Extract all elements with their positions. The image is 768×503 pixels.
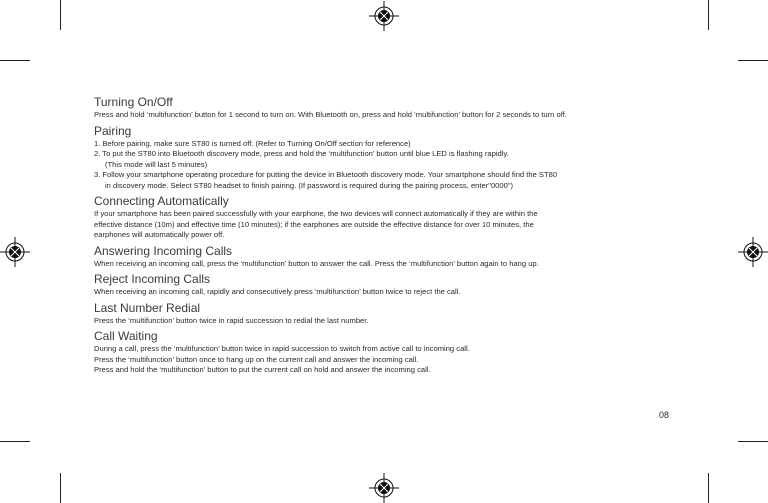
- body-text: Press the ‘multifunction’ button once to hang up on the current call and answer the incoming call.: [94, 354, 419, 364]
- crop-mark: [60, 0, 61, 30]
- body-text: 2. To put the ST80 into Bluetooth discovery mode, press and hold the ‘multifunction’ button until blue LED is flashing rapidly.: [94, 149, 509, 158]
- body-text: When receiving an incoming call, press the ‘multifunction’ button to answer the call. Press the ‘multifunction’ button again to hang up.: [94, 258, 539, 268]
- body-text: During a call, press the ‘multifunction’ button twice in rapid succession to switch from active call to incoming call.: [94, 344, 470, 353]
- instructions-content: [94, 95, 694, 376]
- registration-mark-icon: [0, 237, 30, 267]
- section-answering-calls: [94, 244, 694, 270]
- body-text: (This mode will last 5 minutes): [105, 159, 208, 169]
- section-heading: Last Number Redial: [94, 300, 201, 315]
- section-heading: Call Waiting: [94, 329, 158, 343]
- body-text: When receiving an incoming call, rapidly and consecutively press ‘multifunction’ button twice to reject the call.: [94, 287, 461, 296]
- registration-mark-icon: [369, 1, 399, 31]
- section-connecting-automatically: [94, 194, 694, 241]
- body-text: If your smartphone has been paired successfully with your earphone, the two devices will connect automatically if they are within the: [94, 209, 538, 218]
- crop-mark: [738, 441, 768, 442]
- crop-mark: [0, 60, 30, 61]
- body-text: Press the ‘multifunction’ button twice in rapid succession to redial the last number.: [94, 315, 369, 325]
- crop-mark: [708, 473, 709, 503]
- page-number: 08: [659, 410, 670, 420]
- body-text: 3. Follow your smartphone operating procedure for putting the device in Bluetooth discovery mode. Your smartphone should find the ST80: [94, 170, 558, 179]
- body-text: in discovery mode. Select ST80 headset to finish pairing. (If password is required during the pairing process, enter"0000"): [105, 180, 514, 190]
- crop-mark: [708, 0, 709, 30]
- section-last-number-redial: [94, 301, 694, 327]
- section-heading: Turning On/Off: [94, 95, 173, 109]
- section-reject-calls: [94, 272, 694, 298]
- section-heading: Connecting Automatically: [94, 194, 229, 208]
- section-heading: Pairing: [94, 123, 132, 138]
- body-text: 1. Before pairing, make sure ST80 is turned off. (Refer to Turning On/Off section for reference): [94, 138, 411, 148]
- crop-mark: [60, 473, 61, 503]
- body-text: earphones will automatically power off.: [94, 230, 225, 239]
- registration-mark-icon: [369, 473, 399, 503]
- section-pairing: [94, 124, 694, 192]
- section-call-waiting: [94, 329, 694, 376]
- section-heading: Answering Incoming Calls: [94, 243, 233, 258]
- registration-mark-icon: [738, 237, 768, 267]
- body-text: Press and hold ‘multifunction’ button for 1 second to turn on. With Bluetooth on, press and hold ‘multifunction’ button for 2 seconds to turn off.: [94, 110, 567, 119]
- crop-mark: [0, 441, 30, 442]
- section-heading: Reject Incoming Calls: [94, 272, 211, 286]
- section-turning-on-off: [94, 95, 694, 121]
- crop-mark: [738, 60, 768, 61]
- body-text: effective distance (10m) and effective time (10 minutes); if the earphones are outside the effective distance for over 10 minutes, the: [94, 219, 534, 229]
- body-text: Press and hold the ‘multifunction’ button to put the current call on hold and answer the incoming call.: [94, 365, 431, 374]
